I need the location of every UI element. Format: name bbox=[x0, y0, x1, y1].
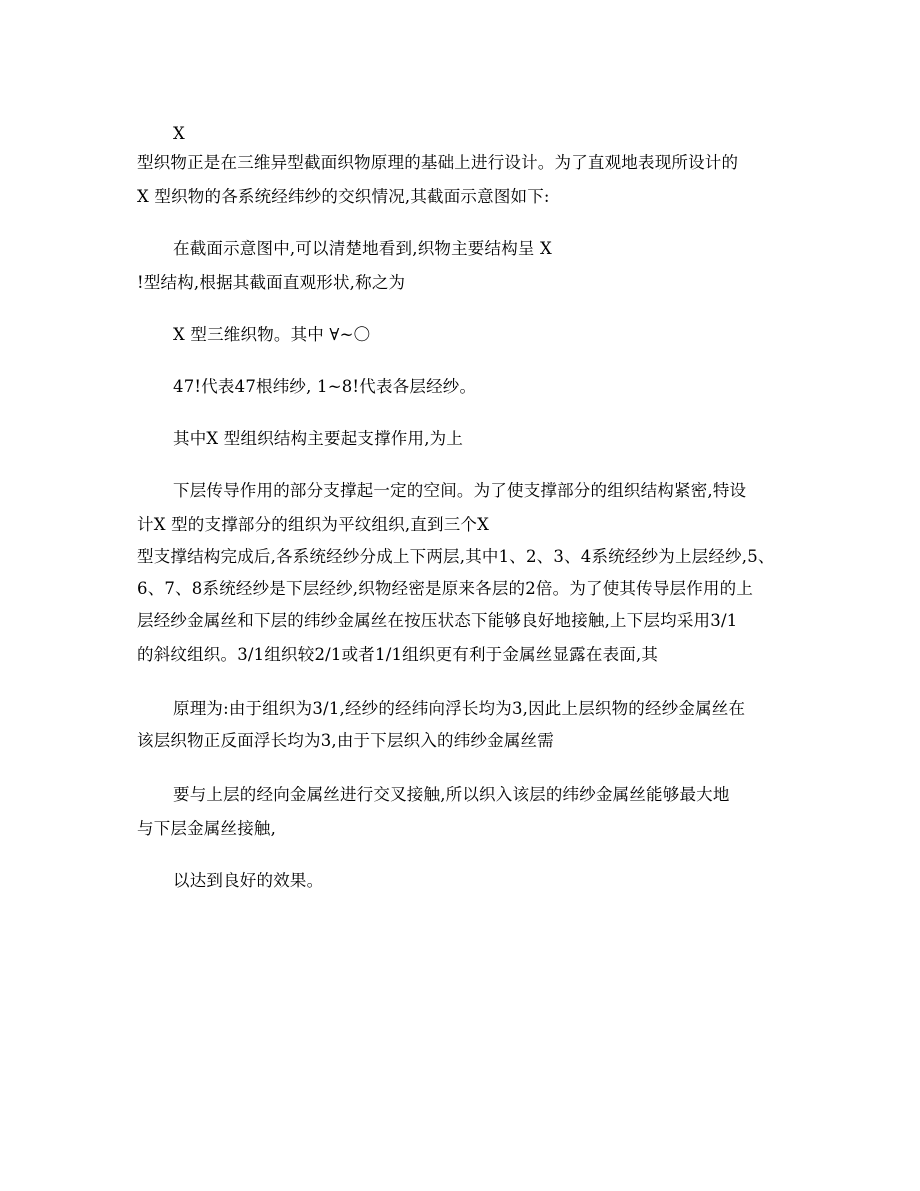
text-line-12: 6、7、8系统经纱是下层经纱,织物经密是原来各层的2倍。为了使其传导层作用的上 bbox=[137, 579, 754, 598]
text-line-10: 计X 型的支撑部分的组织为平纹组织,直到三个X bbox=[137, 515, 490, 534]
text-line-18: 与下层金属丝接触, bbox=[137, 819, 277, 838]
text-line-6: X 型三维织物。其中 ∀~〇 bbox=[173, 325, 371, 344]
text-line-4: 在截面示意图中,可以清楚地看到,织物主要结构呈 X bbox=[173, 239, 552, 258]
text-line-16: 该层织物正反面浮长均为3,由于下层织入的纬纱金属丝需 bbox=[137, 731, 554, 750]
text-line-13: 层经纱金属丝和下层的纬纱金属丝在按压状态下能够良好地接触,上下层均采用3/1 bbox=[137, 611, 738, 630]
text-line-8: 其中X 型组织结构主要起支撑作用,为上 bbox=[173, 429, 464, 448]
text-line-15: 原理为:由于组织为3/1,经纱的经纬向浮长均为3,因此上层织物的经纱金属丝在 bbox=[173, 699, 746, 718]
text-line-1: X bbox=[173, 124, 185, 143]
text-line-2: 型织物正是在三维异型截面织物原理的基础上进行设计。为了直观地表现所设计的 bbox=[137, 153, 739, 172]
text-line-17: 要与上层的经向金属丝进行交叉接触,所以织入该层的纬纱金属丝能够最大地 bbox=[173, 785, 730, 804]
text-line-19: 以达到良好的效果。 bbox=[173, 871, 324, 890]
text-line-14: 的斜纹组织。3/1组织较2/1或者1/1组织更有利于金属丝显露在表面,其 bbox=[137, 645, 659, 664]
text-line-5: !型结构,根据其截面直观形状,称之为 bbox=[137, 273, 406, 292]
text-line-7: 47!代表47根纬纱, 1~8!代表各层经纱。 bbox=[173, 377, 477, 396]
text-line-11: 型支撑结构完成后,各系统经纱分成上下两层,其中1、2、3、4系统经纱为上层经纱,5、 bbox=[137, 547, 775, 566]
text-line-9: 下层传导作用的部分支撑起一定的空间。为了使支撑部分的组织结构紧密,特设 bbox=[173, 481, 747, 500]
text-line-3: X 型织物的各系统经纬纱的交织情况,其截面示意图如下: bbox=[137, 187, 550, 206]
